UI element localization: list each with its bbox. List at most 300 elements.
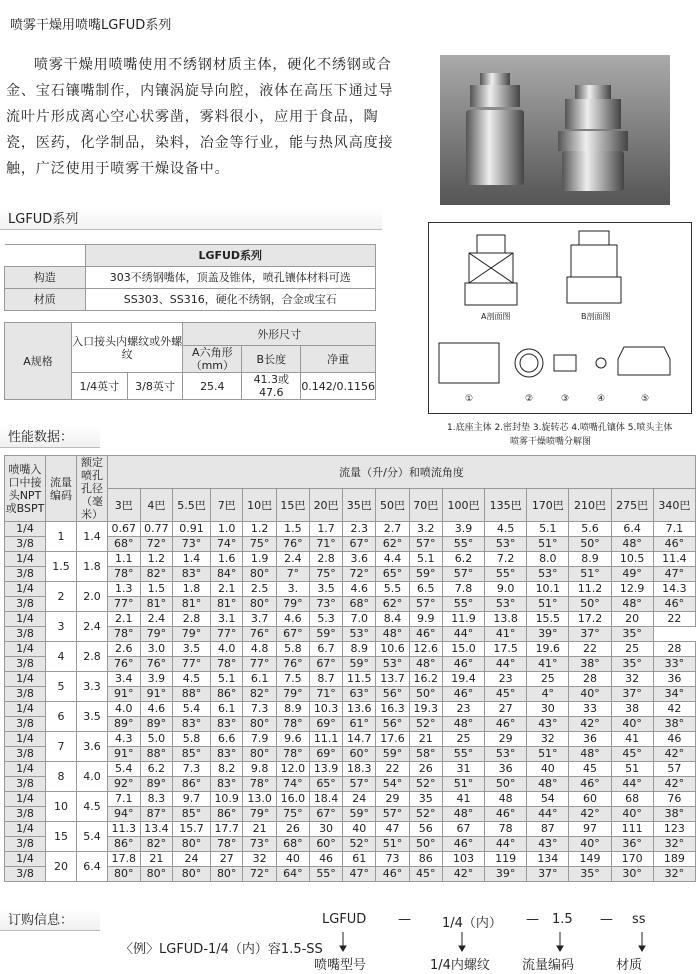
perf-flow-value: 36 — [653, 672, 695, 687]
perf-angle-value: 40° — [611, 717, 653, 732]
perf-angle-value: 53° — [527, 567, 569, 582]
perf-flow-value: 56 — [409, 822, 442, 837]
perf-flow-code: 4 — [46, 642, 77, 672]
perf-pressure-header: 100巴 — [442, 489, 484, 522]
perf-flow-value: 0.91 — [173, 522, 211, 537]
perf-angle-value: 44° — [442, 627, 484, 642]
perf-flow-value: 2.7 — [376, 522, 409, 537]
perf-flow-value: 4.5 — [173, 672, 211, 687]
perf-angle-value: 73° — [173, 537, 211, 552]
perf-flow-value: 7.1 — [108, 792, 141, 807]
perf-col-flow: 流量（升/分）和喷流角度 — [108, 456, 696, 489]
perf-angle-value: 48° — [442, 807, 484, 822]
perf-flow-value: 29 — [485, 732, 527, 747]
perf-angle-value: 68° — [343, 597, 376, 612]
perf-angle-value: 32° — [653, 867, 695, 882]
perf-flow-value: 25 — [442, 732, 484, 747]
perf-flow-value: 32 — [611, 672, 653, 687]
perf-flow-value: 18.3 — [343, 762, 376, 777]
perf-flow-value: 60 — [569, 792, 611, 807]
perf-flow-value: 4.6 — [343, 582, 376, 597]
perf-angle-value: 41° — [485, 627, 527, 642]
perf-flow-value: 4.8 — [243, 642, 276, 657]
perf-flow-value: 12.9 — [611, 582, 653, 597]
perf-inlet-a: 1/4 — [5, 822, 46, 837]
perf-angle-value: 35° — [611, 657, 653, 672]
perf-angle-value: 80° — [243, 597, 276, 612]
perf-angle-value: 75° — [276, 807, 309, 822]
perf-angle-value: 51° — [442, 777, 484, 792]
perf-angle-value: 42° — [653, 777, 695, 792]
perf-pressure-header: 10巴 — [243, 489, 276, 522]
perf-col-code: 流量编码 — [46, 456, 77, 522]
perf-flow-value: 36 — [485, 762, 527, 777]
perf-angle-value: 80° — [243, 747, 276, 762]
section-performance-heading: 性能数据： — [0, 426, 100, 448]
perf-angle-value: 55° — [442, 747, 484, 762]
perf-angle-value: 57° — [442, 567, 484, 582]
perf-flow-value: 4.6 — [140, 702, 173, 717]
figure-num-1: ① — [465, 394, 474, 404]
order-label-thread: 1/4内螺纹 — [430, 958, 490, 973]
perf-angle-value: 59° — [343, 657, 376, 672]
perf-flow-value: 1.3 — [108, 582, 141, 597]
perf-angle-value: 92° — [108, 777, 141, 792]
perf-flow-value: 1.1 — [108, 552, 141, 567]
perf-angle-value: 44° — [611, 777, 653, 792]
perf-angle-value: 83° — [173, 717, 211, 732]
perf-angle-value: 76° — [276, 657, 309, 672]
perf-flow-value: 13.8 — [485, 612, 527, 627]
perf-angle-value: 78° — [210, 657, 243, 672]
perf-angle-value: 56° — [376, 717, 409, 732]
spec-table — [4, 244, 376, 311]
perf-angle-value: 43° — [527, 717, 569, 732]
perf-flow-code: 20 — [46, 852, 77, 882]
perf-flow-code: 1.5 — [46, 552, 77, 582]
perf-angle-value: 48° — [442, 717, 484, 732]
perf-flow-value: 2.3 — [343, 522, 376, 537]
perf-flow-value: 23 — [485, 672, 527, 687]
perf-angle-value: 76° — [276, 537, 309, 552]
perf-flow-value: 14.7 — [343, 732, 376, 747]
section-lgfud-heading: LGFUD系列 — [0, 208, 382, 230]
figure-num-2: ② — [525, 394, 534, 404]
perf-angle-value: 81° — [210, 597, 243, 612]
perf-flow-value: 22 — [569, 642, 611, 657]
perf-orifice: 3.6 — [77, 732, 108, 762]
perf-angle-value: 41° — [527, 657, 569, 672]
size-thread2: 3/8英寸 — [127, 373, 183, 400]
perf-flow-value: 21 — [243, 822, 276, 837]
intro-paragraph: 喷雾干燥用喷嘴使用不绣钢材质主体，硬化不绣钢或合金、宝石镶嘴制作，内镶涡旋导向腔，液体在高压下通过导流叶片形成离心空心状雾凿，雾料很小，应用于食品，陶瓷，医药，化学制品，染料，冶金等行业，能与热风高度接触，广泛使用于喷雾干燥设备中。 — [6, 57, 394, 177]
perf-angle-value: 87° — [140, 807, 173, 822]
perf-angle-value: 56° — [376, 687, 409, 702]
perf-angle-value: 59° — [309, 627, 342, 642]
perf-angle-value: 80° — [173, 837, 211, 852]
perf-angle-value: 38° — [653, 717, 695, 732]
perf-flow-value: 6.4 — [611, 522, 653, 537]
perf-angle-value: 81° — [140, 597, 173, 612]
perf-flow-value: 73 — [376, 852, 409, 867]
perf-row-angle — [5, 597, 696, 612]
perf-flow-value: 54 — [527, 792, 569, 807]
perf-angle-value: 73° — [243, 837, 276, 852]
perf-flow-value: 45 — [569, 762, 611, 777]
perf-flow-value: 7.2 — [485, 552, 527, 567]
perf-flow-value: 149 — [569, 852, 611, 867]
perf-angle-value: 30° — [611, 867, 653, 882]
perf-flow-value: 41 — [442, 792, 484, 807]
perf-pressure-header: 3巴 — [108, 489, 141, 522]
perf-flow-value: 35 — [409, 792, 442, 807]
perf-flow-value: 20 — [611, 612, 653, 627]
perf-flow-value: 5.8 — [173, 732, 211, 747]
perf-angle-value: 89° — [140, 717, 173, 732]
size-len-label: B长度 — [242, 346, 301, 373]
perf-angle-value: 48° — [527, 777, 569, 792]
perf-flow-value: 4.0 — [210, 642, 243, 657]
perf-flow-value: 8.4 — [376, 612, 409, 627]
perf-flow-code: 7 — [46, 732, 77, 762]
perf-flow-value: 31 — [442, 762, 484, 777]
perf-flow-value: 2.6 — [108, 642, 141, 657]
perf-angle-value: 62° — [376, 597, 409, 612]
perf-angle-value: 80° — [243, 567, 276, 582]
perf-angle-value: 91° — [108, 687, 141, 702]
perf-angle-value: 55° — [442, 597, 484, 612]
perf-angle-value: 33° — [653, 657, 695, 672]
perf-angle-value: 49° — [611, 567, 653, 582]
perf-angle-value: 42° — [569, 717, 611, 732]
order-label-model: 喷嘴型号 — [314, 958, 367, 973]
perf-angle-value: 48° — [569, 747, 611, 762]
order-part-thread: 1/4（内） — [442, 916, 502, 931]
perf-flow-value: 14.3 — [653, 582, 695, 597]
perf-flow-value: 4.3 — [108, 732, 141, 747]
perf-angle-value: 55° — [309, 867, 342, 882]
perf-angle-value: 48° — [409, 657, 442, 672]
perf-flow-value: 7.0 — [343, 612, 376, 627]
perf-inlet-a: 1/4 — [5, 672, 46, 687]
perf-flow-value: 4.0 — [108, 702, 141, 717]
perf-pressure-header: 210巴 — [569, 489, 611, 522]
perf-flow-value: 38 — [611, 702, 653, 717]
perf-flow-code: 8 — [46, 762, 77, 792]
perf-inlet-a: 1/4 — [5, 732, 46, 747]
perf-angle-value: 47° — [343, 867, 376, 882]
perf-pressure-header: 170巴 — [527, 489, 569, 522]
perf-angle-value: 88° — [173, 687, 211, 702]
perf-angle-value: 53° — [485, 537, 527, 552]
perf-flow-value: 32 — [527, 732, 569, 747]
spec-row-label: 构造 — [5, 267, 86, 289]
perf-inlet-b: 3/8 — [5, 717, 46, 732]
perf-inlet-b: 3/8 — [5, 837, 46, 852]
perf-angle-value: 40° — [611, 807, 653, 822]
perf-angle-value: 67° — [309, 657, 342, 672]
perf-angle-value: 60° — [343, 747, 376, 762]
perf-flow-value: 21 — [140, 852, 173, 867]
perf-row-angle — [5, 717, 696, 732]
perf-angle-value: 67° — [309, 807, 342, 822]
perf-flow-value: 30 — [309, 822, 342, 837]
perf-angle-value: 80° — [210, 867, 243, 882]
perf-flow-value: 6.7 — [309, 642, 342, 657]
perf-flow-value: 9.8 — [243, 762, 276, 777]
perf-flow-value: 9.0 — [485, 582, 527, 597]
perf-angle-value: 50° — [485, 777, 527, 792]
perf-flow-value: 15.5 — [527, 612, 569, 627]
spec-row-label: 材质 — [5, 289, 86, 311]
perf-angle-value: 88° — [140, 747, 173, 762]
order-dash-1: — — [398, 912, 411, 927]
perf-flow-value: 23 — [442, 702, 484, 717]
perf-flow-value: 6.2 — [442, 552, 484, 567]
perf-flow-value: 11.2 — [569, 582, 611, 597]
perf-row-flow — [5, 702, 696, 717]
perf-flow-value: 19.4 — [442, 672, 484, 687]
perf-flow-value: 4.6 — [276, 612, 309, 627]
perf-angle-value: 72° — [343, 567, 376, 582]
perf-flow-value: 48 — [485, 792, 527, 807]
perf-row-angle — [5, 657, 696, 672]
perf-flow-value: 1.5 — [140, 582, 173, 597]
perf-flow-value: 8.9 — [276, 702, 309, 717]
perf-flow-value: 1.0 — [210, 522, 243, 537]
perf-flow-value: 0.77 — [140, 522, 173, 537]
perf-angle-value: 71° — [309, 537, 342, 552]
perf-pressure-header: 5.5巴 — [173, 489, 211, 522]
perf-flow-value: 21 — [409, 732, 442, 747]
perf-angle-value: 91° — [108, 747, 141, 762]
perf-flow-value: 16.2 — [409, 672, 442, 687]
perf-flow-value: 13.6 — [343, 702, 376, 717]
perf-angle-value: 48° — [611, 597, 653, 612]
perf-angle-value: 35° — [611, 627, 653, 642]
perf-angle-value: 57° — [343, 777, 376, 792]
perf-row-flow — [5, 612, 696, 627]
perf-angle-value: 80° — [108, 867, 141, 882]
perf-angle-value: 83° — [210, 777, 243, 792]
size-model-label: A规格 — [5, 323, 72, 400]
perf-angle-value: 78° — [108, 627, 141, 642]
perf-angle-value: 55° — [442, 537, 484, 552]
perf-flow-value: 5.3 — [309, 612, 342, 627]
perf-flow-value: 10.6 — [376, 642, 409, 657]
perf-row-angle — [5, 537, 696, 552]
perf-angle-value: 63° — [343, 687, 376, 702]
perf-pressure-header: 50巴 — [376, 489, 409, 522]
perf-flow-value: 3.5 — [173, 642, 211, 657]
perf-angle-value: 69° — [309, 747, 342, 762]
perf-row-flow — [5, 762, 696, 777]
perf-flow-value: 2.4 — [140, 612, 173, 627]
perf-flow-value: 17.6 — [376, 732, 409, 747]
perf-flow-value: 28 — [569, 672, 611, 687]
perf-flow-value: 29 — [376, 792, 409, 807]
perf-flow-value: 6.1 — [210, 702, 243, 717]
perf-angle-value: 39° — [527, 627, 569, 642]
perf-angle-value: 40° — [569, 687, 611, 702]
perf-row-flow — [5, 522, 696, 537]
perf-flow-value: 5.1 — [409, 552, 442, 567]
perf-pressure-header: 7巴 — [210, 489, 243, 522]
perf-row-angle — [5, 837, 696, 852]
perf-angle-value: 62° — [376, 537, 409, 552]
perf-angle-value: 68° — [276, 837, 309, 852]
perf-row-flow — [5, 792, 696, 807]
perf-inlet-a: 1/4 — [5, 522, 46, 537]
perf-orifice: 1.4 — [77, 522, 108, 552]
perf-flow-value: 40 — [276, 852, 309, 867]
perf-row-angle — [5, 627, 696, 642]
perf-angle-value: 77° — [173, 657, 211, 672]
perf-angle-value: 82° — [140, 567, 173, 582]
perf-inlet-b: 3/8 — [5, 867, 46, 882]
perf-angle-value: 36° — [611, 837, 653, 852]
perf-angle-value: 51° — [569, 567, 611, 582]
perf-angle-value: 40° — [569, 837, 611, 852]
product-photo — [440, 55, 670, 205]
perf-flow-value: 5.4 — [108, 762, 141, 777]
perf-flow-value: 103 — [442, 852, 484, 867]
perf-flow-value: 40 — [343, 822, 376, 837]
size-len: 41.3或47.6 — [242, 373, 301, 400]
perf-flow-value: 7.8 — [442, 582, 484, 597]
perf-angle-value: 83° — [210, 747, 243, 762]
perf-flow-value: 30 — [527, 702, 569, 717]
perf-inlet-a: 1/4 — [5, 612, 46, 627]
perf-flow-value: 40 — [527, 762, 569, 777]
perf-pressure-header: 135巴 — [485, 489, 527, 522]
perf-flow-value: 78 — [485, 822, 527, 837]
perf-angle-value: 75° — [243, 537, 276, 552]
perf-inlet-b: 3/8 — [5, 597, 46, 612]
perf-angle-value: 74° — [210, 537, 243, 552]
perf-angle-value: 79° — [140, 627, 173, 642]
perf-angle-value: 45° — [409, 867, 442, 882]
perf-flow-value: 11.9 — [442, 612, 484, 627]
perf-angle-value: 82° — [243, 687, 276, 702]
perf-angle-value: 46° — [442, 657, 484, 672]
perf-flow-value: 111 — [611, 822, 653, 837]
perf-angle-value: 39° — [485, 867, 527, 882]
perf-flow-value: 25 — [527, 672, 569, 687]
figure-label-a: A剖面图 — [481, 312, 511, 321]
perf-flow-value: 17.8 — [108, 852, 141, 867]
perf-angle-value: 59° — [376, 747, 409, 762]
perf-flow-value: 2.5 — [243, 582, 276, 597]
perf-angle-value: 44° — [485, 657, 527, 672]
perf-flow-value: 47 — [376, 822, 409, 837]
perf-flow-value: 24 — [173, 852, 211, 867]
perf-angle-value: 89° — [140, 777, 173, 792]
perf-flow-value: 22 — [376, 762, 409, 777]
perf-angle-value: 50° — [409, 837, 442, 852]
perf-angle-value: 59° — [409, 567, 442, 582]
size-thread1: 1/4英寸 — [72, 373, 128, 400]
perf-flow-value: 18.4 — [309, 792, 342, 807]
perf-inlet-b: 3/8 — [5, 567, 46, 582]
perf-orifice: 2.0 — [77, 582, 108, 612]
perf-angle-value: 46° — [653, 597, 695, 612]
perf-angle-value: 64° — [276, 867, 309, 882]
perf-angle-value: 85° — [173, 807, 211, 822]
perf-flow-code: 5 — [46, 672, 77, 702]
perf-flow-value: 46 — [309, 852, 342, 867]
spec-row-value: 303不绣钢嘴体，顶盖及锥体，喷孔镶体材料可选 — [85, 267, 376, 289]
perf-angle-value: 53° — [485, 597, 527, 612]
perf-angle-value: 78° — [108, 567, 141, 582]
perf-flow-value: 1.9 — [243, 552, 276, 567]
perf-flow-value: 16.3 — [376, 702, 409, 717]
perf-flow-value: 15.0 — [442, 642, 484, 657]
perf-flow-value: 1.6 — [210, 552, 243, 567]
perf-flow-value: 9.7 — [173, 792, 211, 807]
perf-angle-value: 51° — [376, 837, 409, 852]
perf-flow-value: 3.4 — [108, 672, 141, 687]
perf-flow-value: 17.5 — [485, 642, 527, 657]
perf-flow-value: 5.5 — [376, 582, 409, 597]
perf-angle-value: 69° — [309, 717, 342, 732]
perf-flow-value: 32 — [243, 852, 276, 867]
perf-flow-value: 3. — [276, 582, 309, 597]
perf-flow-value: 1.2 — [243, 522, 276, 537]
perf-flow-value: 10.9 — [210, 792, 243, 807]
perf-angle-value: 46° — [409, 627, 442, 642]
perf-flow-value: 10.1 — [527, 582, 569, 597]
perf-flow-value: 2.8 — [173, 612, 211, 627]
perf-flow-value: 17.7 — [210, 822, 243, 837]
perf-angle-value: 37° — [569, 627, 611, 642]
perf-inlet-b: 3/8 — [5, 627, 46, 642]
perf-angle-value: 76° — [140, 657, 173, 672]
perf-inlet-a: 1/4 — [5, 762, 46, 777]
perf-angle-value: 59° — [343, 807, 376, 822]
perf-col-orifice: 额定喷孔孔径（毫米） — [77, 456, 108, 522]
perf-angle-value: 46° — [485, 807, 527, 822]
perf-flow-value: 2.1 — [210, 582, 243, 597]
perf-flow-code: 3 — [46, 612, 77, 642]
perf-angle-value: 43° — [527, 837, 569, 852]
perf-flow-value: 33 — [569, 702, 611, 717]
perf-angle-value: 42° — [653, 747, 695, 762]
perf-flow-value: 8.9 — [569, 552, 611, 567]
perf-angle-value: 80° — [173, 867, 211, 882]
perf-flow-value: 8.7 — [309, 672, 342, 687]
order-label-material: 材质 — [616, 958, 643, 973]
perf-angle-value: 79° — [243, 807, 276, 822]
perf-angle-value: 86° — [108, 837, 141, 852]
perf-flow-value: 123 — [653, 822, 695, 837]
perf-angle-value: 54° — [376, 777, 409, 792]
perf-angle-value: 81° — [173, 597, 211, 612]
perf-flow-value: 61 — [343, 852, 376, 867]
perf-orifice: 2.8 — [77, 642, 108, 672]
perf-flow-value: 11.5 — [343, 672, 376, 687]
perf-flow-value: 119 — [485, 852, 527, 867]
perf-flow-value: 2.4 — [276, 552, 309, 567]
perf-pressure-header: 340巴 — [653, 489, 695, 522]
perf-angle-value: 51° — [527, 747, 569, 762]
perf-flow-value: 8.0 — [527, 552, 569, 567]
perf-angle-value: 48° — [376, 627, 409, 642]
perf-angle-value: 84° — [210, 567, 243, 582]
perf-inlet-b: 3/8 — [5, 747, 46, 762]
perf-flow-value: 5.4 — [173, 702, 211, 717]
perf-flow-value: 15.7 — [173, 822, 211, 837]
